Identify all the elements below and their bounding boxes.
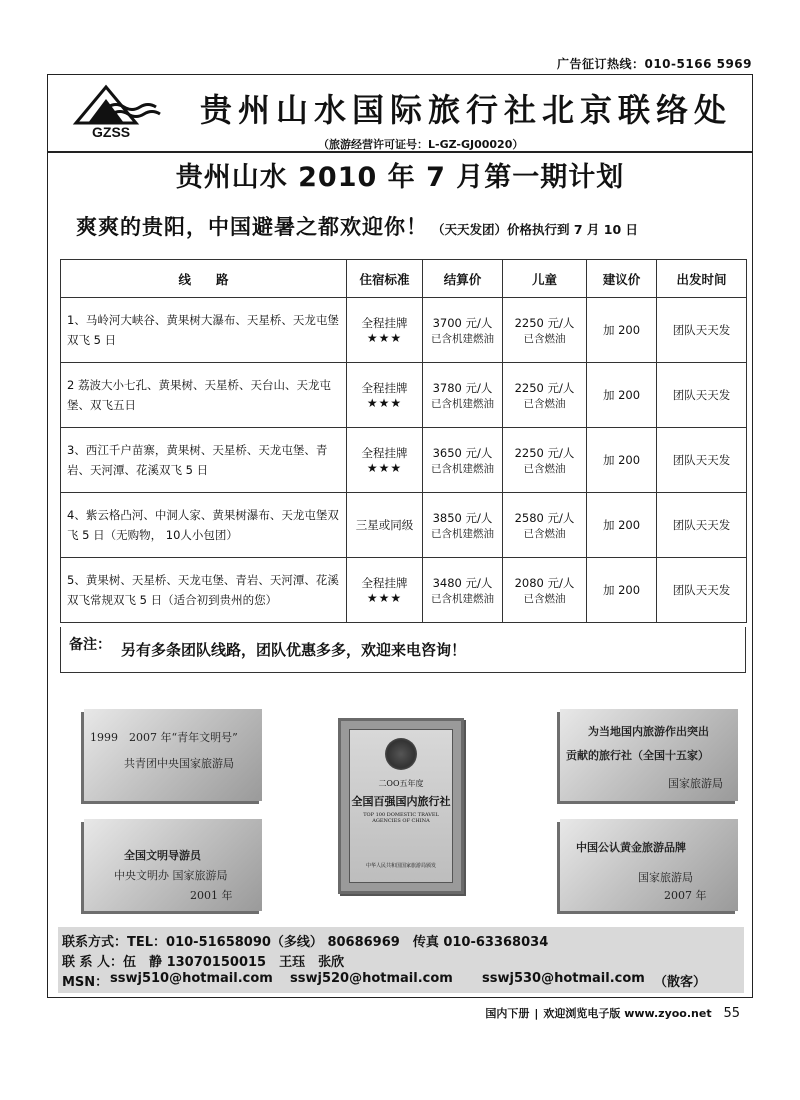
slogan-row: [76, 211, 746, 241]
table-row: [61, 428, 747, 493]
msn-address: sswj530@hotmail.com: [482, 971, 645, 986]
plan-title: 贵州山水 2010 年 7 月第一期计划: [175, 162, 625, 193]
child-price-note: 已含燃油: [523, 527, 566, 540]
contact-persons: 联 系 人：伍 静 13070150015 王珏 张欣: [62, 955, 345, 970]
star-rating: ★★★: [366, 331, 403, 345]
departure-cell: 团队天天发: [657, 363, 747, 428]
lodging-text: 三星或同级: [355, 518, 414, 532]
contact-block: [58, 927, 744, 993]
star-rating: ★★★: [366, 461, 403, 475]
lodging-cell: [347, 298, 423, 363]
col-header-departure: 出发时间: [657, 260, 747, 298]
price-cell: [423, 558, 503, 623]
price-text: 3850 元/人: [432, 510, 493, 525]
price-cell: [423, 428, 503, 493]
footer-site-link[interactable]: www.zyoo.net: [624, 1007, 712, 1020]
lodging-cell: [347, 558, 423, 623]
certificate-top100: [338, 718, 464, 894]
lodging-cell: [347, 493, 423, 558]
suggested-price-cell: 加 200: [587, 298, 657, 363]
logo-text: GZSS: [92, 124, 131, 139]
child-price-text: 2580 元/人: [514, 510, 575, 525]
ad-hotline: 广告征订热线：010-5166 5969: [556, 57, 752, 71]
child-price-cell: [503, 363, 587, 428]
award-year: 2007 年: [664, 889, 707, 902]
suggested-price-cell: 加 200: [587, 558, 657, 623]
header-divider: [48, 151, 752, 153]
certificate-inner: [349, 729, 453, 883]
award-issuer: 国家旅游局: [638, 871, 693, 884]
price-text: 3650 元/人: [432, 445, 493, 460]
price-text: 3700 元/人: [432, 315, 493, 330]
notes-label: 备注：: [69, 636, 111, 653]
departure-cell: 团队天天发: [657, 298, 747, 363]
price-cell: [423, 298, 503, 363]
notes-text: 另有多条团队线路，团队优惠多多，欢迎来电咨询！: [121, 641, 467, 659]
star-rating: ★★★: [366, 396, 403, 410]
child-price-text: 2080 元/人: [514, 575, 575, 590]
lodging-text: 全程挂牌: [361, 316, 408, 330]
award-title: 中国公认黄金旅游品牌: [576, 841, 686, 854]
child-price-cell: [503, 493, 587, 558]
award-year: 2001 年: [190, 889, 233, 902]
child-price-note: 已含燃油: [523, 397, 566, 410]
msn-label: MSN：: [62, 975, 109, 990]
lodging-cell: [347, 428, 423, 493]
child-price-text: 2250 元/人: [514, 315, 575, 330]
suggested-price-cell: 加 200: [587, 493, 657, 558]
award-title-line2: 贡献的旅行社（全国十五家）: [566, 749, 709, 762]
certificate-english: TOP 100 DOMESTIC TRAVEL AGENCIES OF CHINA: [363, 812, 439, 824]
page-number: 55: [723, 1006, 740, 1021]
price-text: 3780 元/人: [432, 380, 493, 395]
msn-address: sswj510@hotmail.com: [110, 971, 273, 986]
slogan-price-note: （天天发团）价格执行到 7 月 10 日: [432, 222, 639, 237]
child-price-cell: [503, 298, 587, 363]
route-cell: 1、马岭河大峡谷、黄果树大瀑布、天星桥、天龙屯堡双飞 5 日: [61, 298, 347, 363]
child-price-cell: [503, 428, 587, 493]
price-note: 已含机建燃油: [431, 592, 494, 605]
price-note: 已含机建燃油: [431, 332, 494, 345]
table-row: [61, 493, 747, 558]
certificate-title: 全国百强国内旅行社: [351, 795, 451, 808]
col-header-route: 线 路: [61, 260, 347, 298]
price-note: 已含机建燃油: [431, 397, 494, 410]
award-issuer: 共青团中央国家旅游局: [124, 757, 234, 770]
agency-name: 贵州山水国际旅行社北京联络处: [199, 91, 732, 129]
table-row: [61, 363, 747, 428]
award-title: 为当地国内旅游作出突出: [588, 725, 709, 738]
award-title: 全国文明导游员: [124, 849, 201, 862]
child-price-text: 2250 元/人: [514, 380, 575, 395]
departure-cell: 团队天天发: [657, 428, 747, 493]
departure-cell: 团队天天发: [657, 493, 747, 558]
price-note: 已含机建燃油: [431, 462, 494, 475]
route-cell: 3、西江千户苗寨，黄果树、天星桥、天龙屯堡、青岩、天河潭、花溪双飞 5 日: [61, 428, 347, 493]
col-header-lodging: 住宿标准: [347, 260, 423, 298]
lodging-text: 全程挂牌: [361, 381, 408, 395]
award-plaque-contribution: [560, 709, 738, 801]
departure-cell: 团队天天发: [657, 558, 747, 623]
suggested-price-cell: 加 200: [587, 428, 657, 493]
table-header-row: [61, 260, 747, 298]
table-row: [61, 298, 747, 363]
route-cell: 5、黄果树、天星桥、天龙屯堡、青岩、天河潭、花溪双飞常规双飞 5 日（适合初到贵州的您）: [61, 558, 347, 623]
page-footer: [485, 1005, 740, 1021]
route-cell: 4、紫云格凸河、中洞人家、黄果树瀑布、天龙屯堡双飞 5 日（无购物， 10人小包团）: [61, 493, 347, 558]
license-number: （旅游经营许可证号：L-GZ-GJ00020）: [318, 138, 524, 151]
lodging-cell: [347, 363, 423, 428]
child-price-text: 2250 元/人: [514, 445, 575, 460]
footer-section: 国内下册: [485, 1007, 530, 1020]
award-plaque-youth: [84, 709, 262, 801]
contact-phone: 联系方式：TEL：010-51658090（多线） 80686969 传真 010-63368034: [62, 935, 549, 950]
slogan: 爽爽的贵阳，中国避暑之都欢迎你！: [76, 215, 428, 239]
col-header-child: 儿童: [503, 260, 587, 298]
col-header-price: 结算价: [423, 260, 503, 298]
award-title: 1999 2007 年“青年文明号”: [90, 731, 238, 744]
award-plaque-golden-brand: [560, 819, 738, 911]
emblem-icon: [385, 738, 417, 770]
col-header-suggested: 建议价: [587, 260, 657, 298]
child-price-cell: [503, 558, 587, 623]
ad-frame: [47, 74, 753, 998]
msn-note: （散客）: [654, 975, 707, 990]
star-rating: ★★★: [366, 591, 403, 605]
lodging-text: 全程挂牌: [361, 576, 408, 590]
price-text: 3480 元/人: [432, 575, 493, 590]
lodging-text: 全程挂牌: [361, 446, 408, 460]
suggested-price-cell: 加 200: [587, 363, 657, 428]
price-cell: [423, 493, 503, 558]
certificate-issuer: 中华人民共和国国家旅游局颁发: [365, 863, 436, 869]
child-price-note: 已含燃油: [523, 462, 566, 475]
certificate-year: 二OO五年度: [378, 779, 424, 788]
table-row: [61, 558, 747, 623]
child-price-note: 已含燃油: [523, 592, 566, 605]
award-plaque-guide: [84, 819, 262, 911]
award-issuer: 国家旅游局: [668, 777, 723, 790]
footer-separator: |: [534, 1007, 539, 1020]
price-cell: [423, 363, 503, 428]
price-note: 已含机建燃油: [431, 527, 494, 540]
msn-address: sswj520@hotmail.com: [290, 971, 453, 986]
footer-tagline: 欢迎浏览电子版: [543, 1007, 621, 1020]
notes-box: [60, 627, 746, 673]
route-table: [60, 259, 747, 623]
mountain-water-logo-icon: [68, 81, 168, 139]
award-issuer: 中央文明办 国家旅游局: [114, 869, 228, 882]
child-price-note: 已含燃油: [523, 332, 566, 345]
route-cell: 2 荔波大小七孔、黄果树、天星桥、天台山、天龙屯堡、双飞五日: [61, 363, 347, 428]
